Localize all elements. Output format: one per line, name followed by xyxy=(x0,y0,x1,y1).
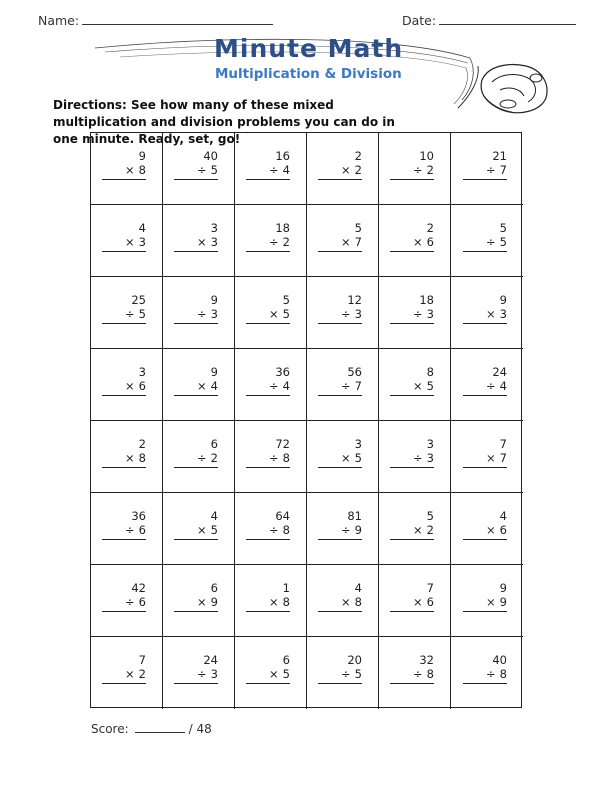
multiply-sign: × xyxy=(197,379,207,393)
multiply-sign: × xyxy=(269,595,279,609)
problem-operator-row xyxy=(390,595,434,612)
divide-sign: ÷ xyxy=(413,667,423,681)
divide-sign: ÷ xyxy=(486,379,496,393)
math-problem xyxy=(110,509,146,540)
problem-cell[interactable] xyxy=(91,637,163,709)
divide-sign: ÷ xyxy=(125,307,135,321)
divide-sign: ÷ xyxy=(125,523,135,537)
problem-cell[interactable] xyxy=(235,133,307,205)
problem-bottom-number: 2 xyxy=(426,523,434,537)
problem-cell[interactable] xyxy=(307,349,379,421)
problem-cell[interactable] xyxy=(163,349,235,421)
multiply-sign: × xyxy=(413,235,423,249)
math-problem xyxy=(254,581,290,612)
problem-cell[interactable] xyxy=(379,133,451,205)
problem-cell[interactable] xyxy=(235,277,307,349)
problem-bottom-number: 3 xyxy=(499,307,507,321)
math-problem xyxy=(254,653,290,684)
math-problem xyxy=(326,581,362,612)
problem-bottom-number: 4 xyxy=(282,379,290,393)
problem-bottom-number: 7 xyxy=(499,163,507,177)
math-problem xyxy=(182,221,218,252)
problem-top-number: 5 xyxy=(354,221,362,235)
problem-cell[interactable] xyxy=(235,637,307,709)
divide-sign: ÷ xyxy=(125,595,135,609)
score-field[interactable] xyxy=(91,722,212,736)
problem-cell[interactable] xyxy=(91,493,163,565)
problem-cell[interactable] xyxy=(451,277,523,349)
multiply-sign: × xyxy=(413,379,423,393)
problem-top-number: 64 xyxy=(275,509,290,523)
problem-bottom-number: 2 xyxy=(138,667,146,681)
problem-top-number: 18 xyxy=(275,221,290,235)
problem-bottom-number: 5 xyxy=(138,307,146,321)
problem-bottom-number: 2 xyxy=(282,235,290,249)
problem-bottom-number: 7 xyxy=(354,235,362,249)
problem-cell[interactable] xyxy=(451,493,523,565)
divide-sign: ÷ xyxy=(486,667,496,681)
problem-cell[interactable] xyxy=(91,421,163,493)
math-problem xyxy=(110,653,146,684)
problem-top-number: 9 xyxy=(210,365,218,379)
divide-sign: ÷ xyxy=(413,451,423,465)
multiply-sign: × xyxy=(125,451,135,465)
math-problem xyxy=(110,293,146,324)
problem-operator-row xyxy=(246,307,290,324)
problem-bottom-number: 3 xyxy=(210,667,218,681)
math-problem xyxy=(182,149,218,180)
math-problem xyxy=(398,221,434,252)
math-problem xyxy=(326,509,362,540)
multiply-sign: × xyxy=(125,379,135,393)
problem-operator-row xyxy=(102,451,146,468)
page-title: Minute Math xyxy=(214,34,404,63)
multiply-sign: × xyxy=(413,595,423,609)
problem-top-number: 1 xyxy=(282,581,290,595)
problem-top-number: 4 xyxy=(138,221,146,235)
math-problem xyxy=(326,365,362,396)
multiply-sign: × xyxy=(486,451,496,465)
multiply-sign: × xyxy=(341,451,351,465)
problem-cell[interactable] xyxy=(163,493,235,565)
divide-sign: ÷ xyxy=(269,451,279,465)
divide-sign: ÷ xyxy=(486,235,496,249)
problem-bottom-number: 4 xyxy=(282,163,290,177)
problem-operator-row xyxy=(246,379,290,396)
divide-sign: ÷ xyxy=(269,523,279,537)
problem-top-number: 36 xyxy=(131,509,146,523)
problem-operator-row xyxy=(390,307,434,324)
problem-cell[interactable] xyxy=(235,493,307,565)
problem-top-number: 25 xyxy=(131,293,146,307)
problem-bottom-number: 2 xyxy=(210,451,218,465)
divide-sign: ÷ xyxy=(413,307,423,321)
problem-top-number: 7 xyxy=(138,653,146,667)
problem-operator-row xyxy=(463,667,507,684)
problem-top-number: 6 xyxy=(210,437,218,451)
problem-operator-row xyxy=(463,523,507,540)
problem-bottom-number: 8 xyxy=(499,667,507,681)
problem-cell[interactable] xyxy=(451,349,523,421)
problem-bottom-number: 8 xyxy=(282,595,290,609)
problem-top-number: 9 xyxy=(138,149,146,163)
math-problem xyxy=(471,437,507,468)
problem-operator-row xyxy=(102,523,146,540)
math-problem xyxy=(254,293,290,324)
problem-bottom-number: 9 xyxy=(210,595,218,609)
problem-cell[interactable] xyxy=(307,205,379,277)
problem-operator-row xyxy=(463,595,507,612)
problem-operator-row xyxy=(318,451,362,468)
problem-bottom-number: 3 xyxy=(426,451,434,465)
race-car-icon xyxy=(481,65,547,113)
math-problem xyxy=(326,293,362,324)
problem-top-number: 4 xyxy=(499,509,507,523)
problem-operator-row xyxy=(174,163,218,180)
problem-cell[interactable] xyxy=(379,349,451,421)
problem-operator-row xyxy=(246,163,290,180)
problem-bottom-number: 3 xyxy=(426,307,434,321)
problem-bottom-number: 5 xyxy=(354,667,362,681)
problem-top-number: 4 xyxy=(210,509,218,523)
problem-operator-row xyxy=(390,667,434,684)
problem-bottom-number: 6 xyxy=(499,523,507,537)
problem-bottom-number: 6 xyxy=(426,235,434,249)
problem-operator-row xyxy=(246,451,290,468)
problem-top-number: 18 xyxy=(419,293,434,307)
problem-bottom-number: 6 xyxy=(138,523,146,537)
problem-operator-row xyxy=(318,379,362,396)
math-problem xyxy=(398,293,434,324)
divide-sign: ÷ xyxy=(269,235,279,249)
problem-bottom-number: 2 xyxy=(354,163,362,177)
problem-cell[interactable] xyxy=(307,565,379,637)
problem-top-number: 40 xyxy=(492,653,507,667)
divide-sign: ÷ xyxy=(197,307,207,321)
math-problem xyxy=(182,365,218,396)
problem-bottom-number: 2 xyxy=(426,163,434,177)
problem-cell[interactable] xyxy=(379,637,451,709)
problem-top-number: 5 xyxy=(282,293,290,307)
problem-top-number: 24 xyxy=(492,365,507,379)
problem-top-number: 36 xyxy=(275,365,290,379)
problem-operator-row xyxy=(390,523,434,540)
problem-operator-row xyxy=(174,523,218,540)
problem-operator-row xyxy=(463,451,507,468)
problem-top-number: 2 xyxy=(426,221,434,235)
problem-operator-row xyxy=(246,523,290,540)
multiply-sign: × xyxy=(486,307,496,321)
math-problem xyxy=(326,653,362,684)
problem-top-number: 72 xyxy=(275,437,290,451)
problem-operator-row xyxy=(390,235,434,252)
problem-bottom-number: 8 xyxy=(426,667,434,681)
date-label: Date: xyxy=(402,13,437,28)
problem-top-number: 4 xyxy=(354,581,362,595)
math-problem xyxy=(398,437,434,468)
math-problem xyxy=(182,437,218,468)
problem-bottom-number: 9 xyxy=(499,595,507,609)
problem-bottom-number: 6 xyxy=(426,595,434,609)
problem-bottom-number: 5 xyxy=(282,307,290,321)
divide-sign: ÷ xyxy=(197,667,207,681)
problem-bottom-number: 8 xyxy=(138,451,146,465)
problem-bottom-number: 5 xyxy=(499,235,507,249)
math-problem xyxy=(110,437,146,468)
divide-sign: ÷ xyxy=(269,163,279,177)
problem-cell[interactable] xyxy=(235,421,307,493)
problem-operator-row xyxy=(390,451,434,468)
multiply-sign: × xyxy=(197,595,207,609)
problem-cell[interactable] xyxy=(163,205,235,277)
math-problem xyxy=(398,509,434,540)
problem-top-number: 3 xyxy=(210,221,218,235)
problem-operator-row xyxy=(318,235,362,252)
score-label: Score: xyxy=(91,722,129,736)
problem-bottom-number: 8 xyxy=(282,451,290,465)
math-problem xyxy=(110,365,146,396)
problem-bottom-number: 8 xyxy=(138,163,146,177)
problem-cell[interactable] xyxy=(451,421,523,493)
problem-bottom-number: 8 xyxy=(354,595,362,609)
math-problem xyxy=(182,653,218,684)
problem-top-number: 10 xyxy=(419,149,434,163)
multiply-sign: × xyxy=(486,523,496,537)
problem-bottom-number: 5 xyxy=(210,523,218,537)
problem-operator-row xyxy=(174,667,218,684)
divide-sign: ÷ xyxy=(486,163,496,177)
multiply-sign: × xyxy=(341,235,351,249)
problem-cell[interactable] xyxy=(91,349,163,421)
problem-top-number: 2 xyxy=(138,437,146,451)
problem-operator-row xyxy=(390,163,434,180)
problem-cell[interactable] xyxy=(451,205,523,277)
problem-cell[interactable] xyxy=(163,421,235,493)
math-problem xyxy=(254,365,290,396)
math-problem xyxy=(471,365,507,396)
problem-top-number: 81 xyxy=(347,509,362,523)
multiply-sign: × xyxy=(269,307,279,321)
problem-top-number: 16 xyxy=(275,149,290,163)
math-problem xyxy=(398,365,434,396)
problem-top-number: 3 xyxy=(138,365,146,379)
problem-cell[interactable] xyxy=(163,637,235,709)
problem-top-number: 6 xyxy=(210,581,218,595)
problem-bottom-number: 8 xyxy=(282,523,290,537)
math-problem xyxy=(254,437,290,468)
problem-cell[interactable] xyxy=(379,421,451,493)
problem-cell[interactable] xyxy=(379,493,451,565)
problem-operator-row xyxy=(463,307,507,324)
problem-operator-row xyxy=(174,595,218,612)
problem-top-number: 9 xyxy=(499,581,507,595)
problem-operator-row xyxy=(390,379,434,396)
problem-operator-row xyxy=(318,523,362,540)
problem-bottom-number: 4 xyxy=(210,379,218,393)
problem-cell[interactable] xyxy=(307,277,379,349)
problem-cell[interactable] xyxy=(379,277,451,349)
problem-bottom-number: 6 xyxy=(138,595,146,609)
math-problem xyxy=(398,149,434,180)
problem-cell[interactable] xyxy=(163,565,235,637)
problem-bottom-number: 5 xyxy=(282,667,290,681)
problem-bottom-number: 5 xyxy=(354,451,362,465)
multiply-sign: × xyxy=(486,595,496,609)
problem-operator-row xyxy=(463,163,507,180)
problem-top-number: 32 xyxy=(419,653,434,667)
problem-cell[interactable] xyxy=(451,133,523,205)
problem-top-number: 12 xyxy=(347,293,362,307)
problem-operator-row xyxy=(174,451,218,468)
problem-operator-row xyxy=(102,379,146,396)
problem-top-number: 5 xyxy=(499,221,507,235)
math-problem xyxy=(110,221,146,252)
divide-sign: ÷ xyxy=(413,163,423,177)
score-line[interactable] xyxy=(135,722,185,733)
problem-bottom-number: 6 xyxy=(138,379,146,393)
math-problem xyxy=(471,653,507,684)
problem-top-number: 3 xyxy=(354,437,362,451)
divide-sign: ÷ xyxy=(269,379,279,393)
problem-cell[interactable] xyxy=(379,565,451,637)
divide-sign: ÷ xyxy=(341,379,351,393)
name-label: Name: xyxy=(38,13,80,28)
problem-top-number: 24 xyxy=(203,653,218,667)
problem-top-number: 21 xyxy=(492,149,507,163)
multiply-sign: × xyxy=(197,523,207,537)
problem-cell[interactable] xyxy=(307,493,379,565)
math-problem xyxy=(471,149,507,180)
multiply-sign: × xyxy=(125,667,135,681)
problem-top-number: 40 xyxy=(203,149,218,163)
page-subtitle: Multiplication & Division xyxy=(215,66,402,82)
problem-top-number: 9 xyxy=(210,293,218,307)
math-problem xyxy=(254,149,290,180)
problem-top-number: 2 xyxy=(354,149,362,163)
math-problem xyxy=(110,581,146,612)
problem-cell[interactable] xyxy=(379,205,451,277)
math-problem xyxy=(326,437,362,468)
math-problem xyxy=(471,509,507,540)
math-problem xyxy=(254,509,290,540)
math-problem xyxy=(471,221,507,252)
multiply-sign: × xyxy=(341,163,351,177)
directions-text: Directions: See how many of these mixed multiplication and division problems you can do in one minute. Ready, set, go! xyxy=(53,98,395,146)
problem-cell[interactable] xyxy=(235,565,307,637)
score-total: / 48 xyxy=(188,722,212,736)
problem-top-number: 5 xyxy=(426,509,434,523)
problem-top-number: 8 xyxy=(426,365,434,379)
problem-cell[interactable] xyxy=(91,565,163,637)
problem-top-number: 6 xyxy=(282,653,290,667)
problem-cell[interactable] xyxy=(451,637,523,709)
problem-operator-row xyxy=(174,307,218,324)
problem-bottom-number: 3 xyxy=(210,235,218,249)
math-problem xyxy=(182,509,218,540)
problem-operator-row xyxy=(102,163,146,180)
multiply-sign: × xyxy=(125,163,135,177)
problem-operator-row xyxy=(102,235,146,252)
math-problem xyxy=(182,293,218,324)
problem-bottom-number: 4 xyxy=(499,379,507,393)
math-problem xyxy=(326,221,362,252)
problem-top-number: 20 xyxy=(347,653,362,667)
problem-operator-row xyxy=(174,235,218,252)
problem-bottom-number: 7 xyxy=(499,451,507,465)
problem-operator-row xyxy=(102,667,146,684)
problem-top-number: 9 xyxy=(499,293,507,307)
problem-operator-row xyxy=(102,595,146,612)
problem-top-number: 3 xyxy=(426,437,434,451)
problem-operator-row xyxy=(318,307,362,324)
problem-cell[interactable] xyxy=(163,277,235,349)
problem-bottom-number: 3 xyxy=(354,307,362,321)
math-problem xyxy=(110,149,146,180)
problem-operator-row xyxy=(463,235,507,252)
problem-top-number: 56 xyxy=(347,365,362,379)
math-problem xyxy=(398,581,434,612)
multiply-sign: × xyxy=(197,235,207,249)
divide-sign: ÷ xyxy=(197,451,207,465)
problem-bottom-number: 5 xyxy=(210,163,218,177)
problem-top-number: 7 xyxy=(499,437,507,451)
problem-bottom-number: 9 xyxy=(354,523,362,537)
problem-operator-row xyxy=(318,163,362,180)
problem-operator-row xyxy=(463,379,507,396)
math-problem xyxy=(326,149,362,180)
math-problem xyxy=(254,221,290,252)
multiply-sign: × xyxy=(269,667,279,681)
divide-sign: ÷ xyxy=(341,523,351,537)
math-problem xyxy=(398,653,434,684)
math-problem xyxy=(182,581,218,612)
problem-operator-row xyxy=(246,235,290,252)
problem-operator-row xyxy=(102,307,146,324)
problem-cell[interactable] xyxy=(91,205,163,277)
problem-cell[interactable] xyxy=(307,421,379,493)
problem-operator-row xyxy=(174,379,218,396)
problem-cell[interactable] xyxy=(235,349,307,421)
problem-top-number: 42 xyxy=(131,581,146,595)
problem-cell[interactable] xyxy=(451,565,523,637)
problem-cell[interactable] xyxy=(91,133,163,205)
divide-sign: ÷ xyxy=(341,667,351,681)
problem-bottom-number: 7 xyxy=(354,379,362,393)
multiply-sign: × xyxy=(341,595,351,609)
problem-operator-row xyxy=(246,667,290,684)
math-problem xyxy=(471,293,507,324)
problem-cell[interactable] xyxy=(163,133,235,205)
problem-bottom-number: 3 xyxy=(138,235,146,249)
divide-sign: ÷ xyxy=(197,163,207,177)
problem-operator-row xyxy=(318,595,362,612)
problem-cell[interactable] xyxy=(307,133,379,205)
multiply-sign: × xyxy=(413,523,423,537)
multiply-sign: × xyxy=(125,235,135,249)
divide-sign: ÷ xyxy=(341,307,351,321)
problem-grid xyxy=(90,132,522,708)
problem-operator-row xyxy=(318,667,362,684)
problem-cell[interactable] xyxy=(307,637,379,709)
problem-cell[interactable] xyxy=(235,205,307,277)
math-problem xyxy=(471,581,507,612)
problem-top-number: 7 xyxy=(426,581,434,595)
problem-cell[interactable] xyxy=(91,277,163,349)
problem-operator-row xyxy=(246,595,290,612)
problem-bottom-number: 3 xyxy=(210,307,218,321)
problem-bottom-number: 5 xyxy=(426,379,434,393)
